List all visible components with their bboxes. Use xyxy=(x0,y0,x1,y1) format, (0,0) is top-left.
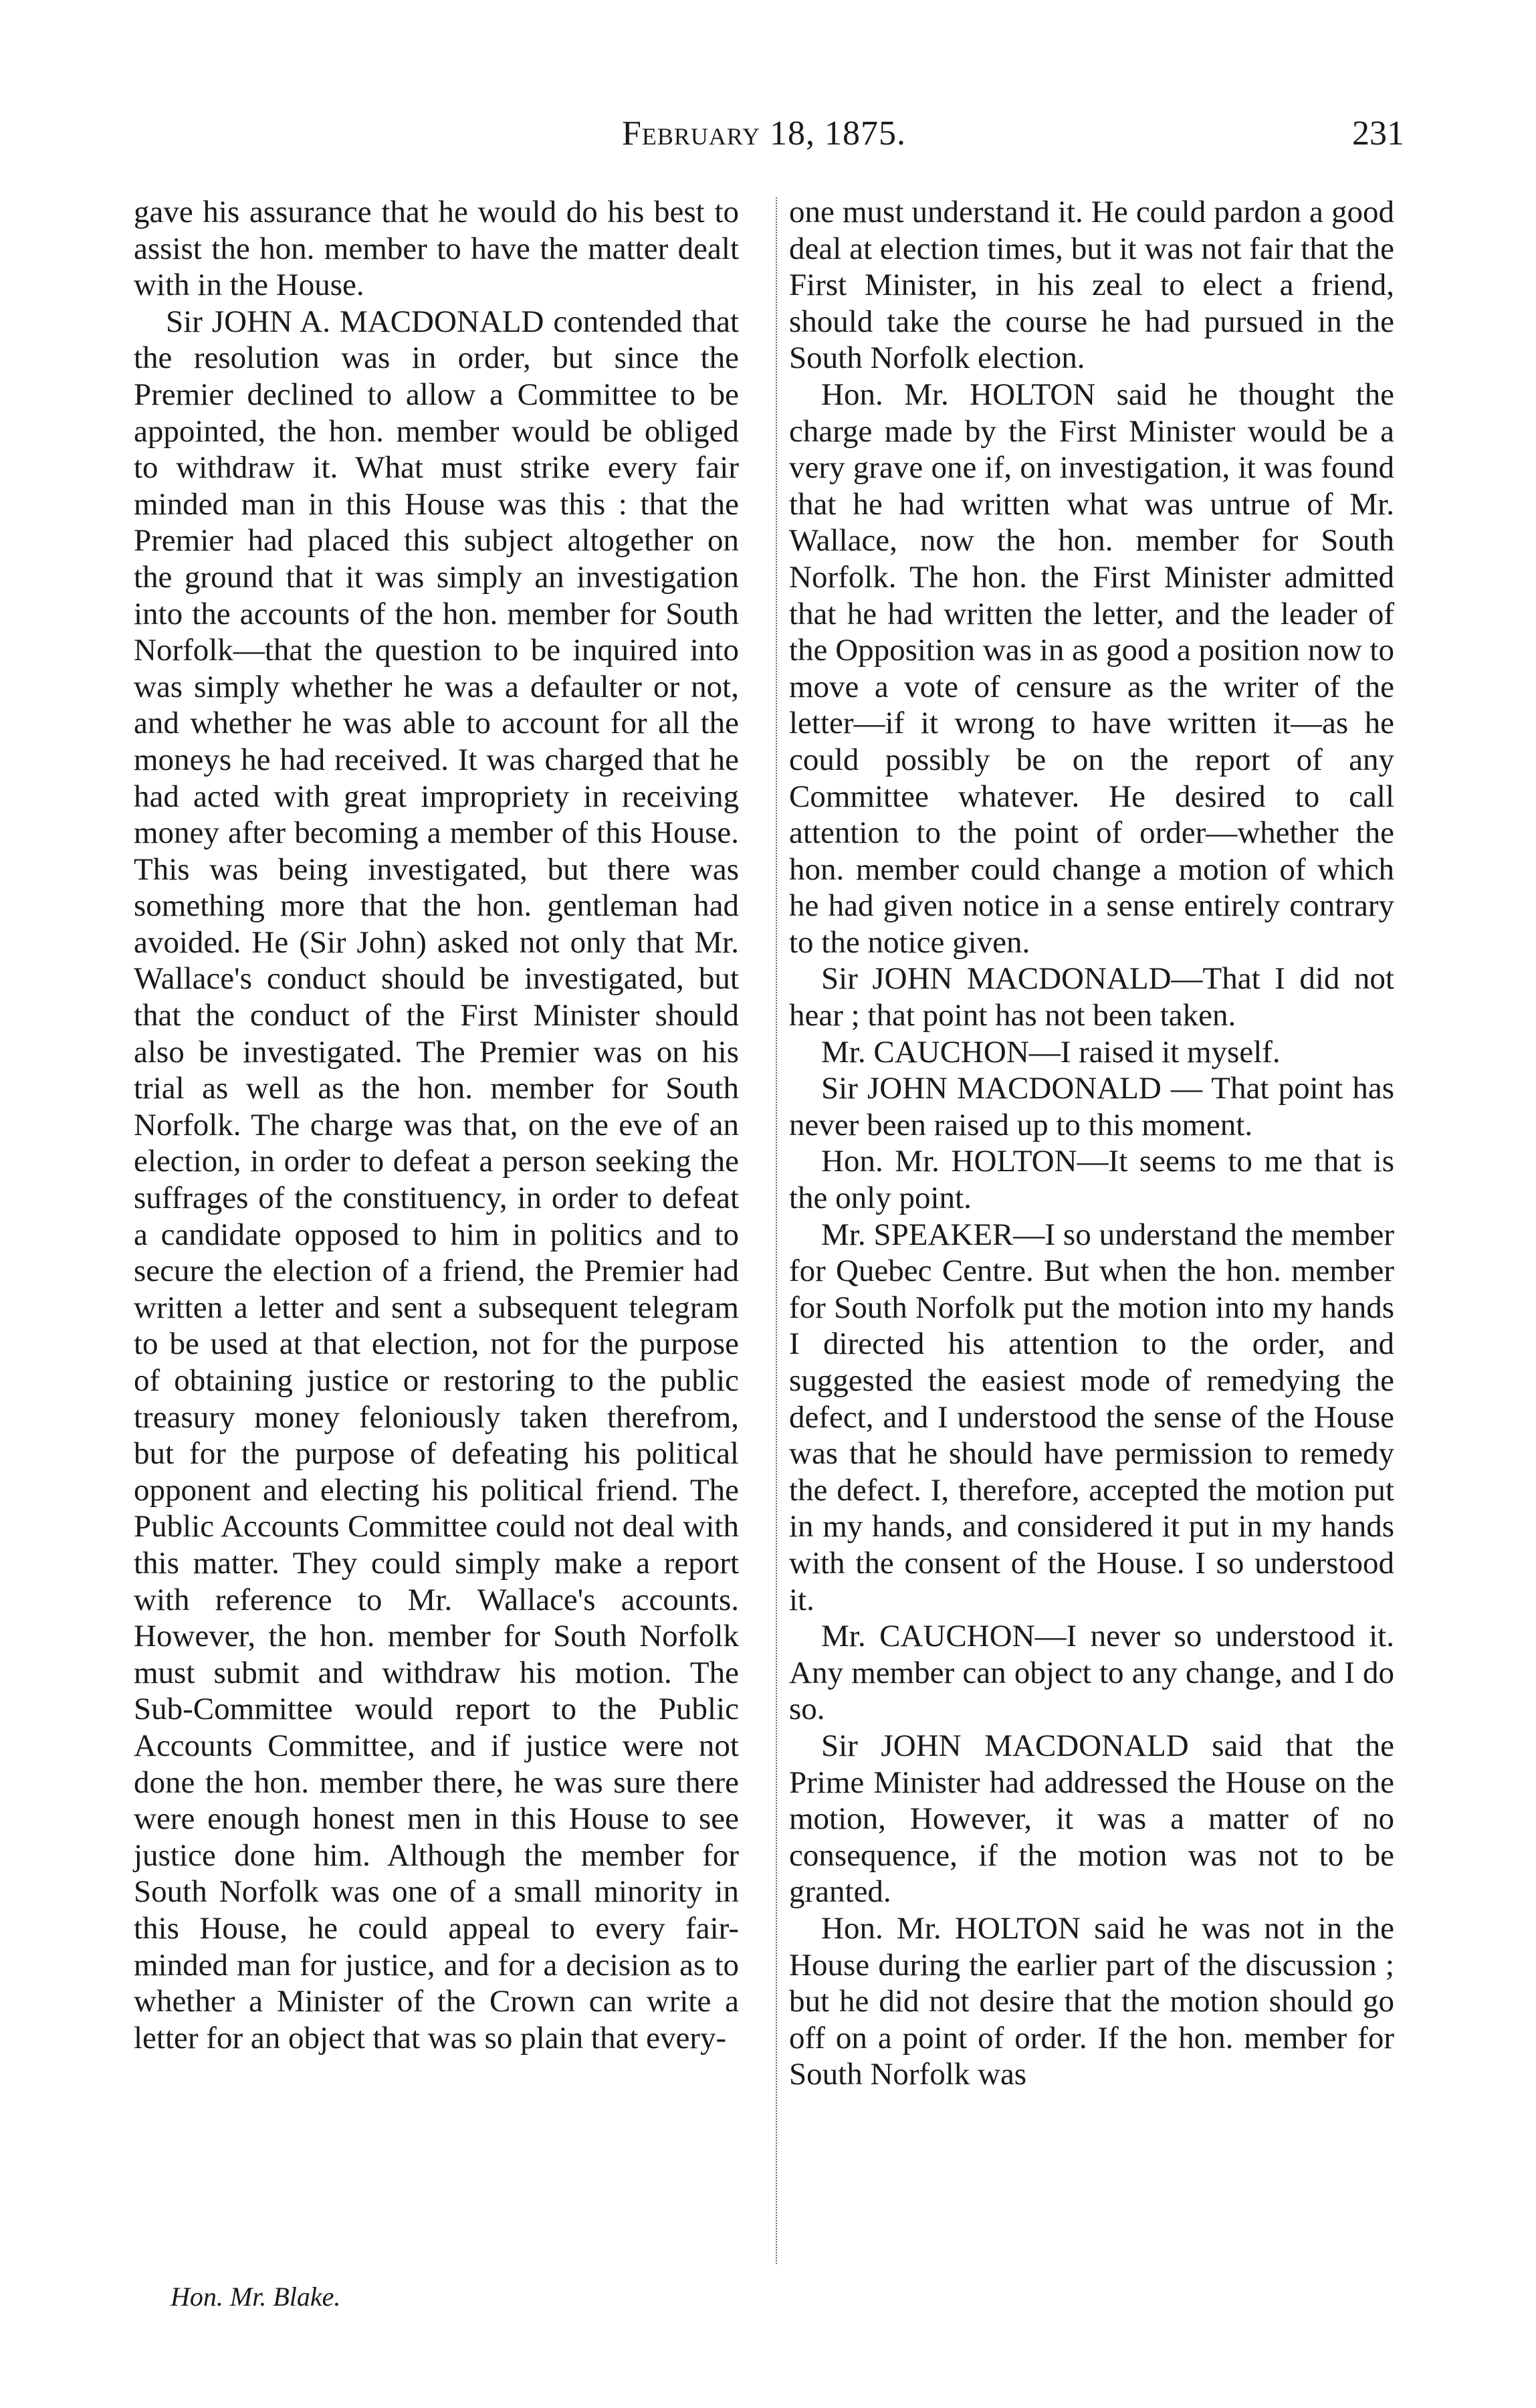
paragraph: Sir JOHN A. MACDONALD contended that the resolution was in order, but since the Premier declined to allow a Committee to be appointed, the hon. member would be obliged to withdraw it. What must strike every fair minded man in this House was this : that the Premier had placed this subject altogether on the ground that it was simply an investigation into the accounts of the hon. member for South Norfolk—that the question to be inquired into was simply whether he was a defaulter or not, and whether he was able to account for all the moneys he had received. It was charged that he had acted with great impropriety in receiving money after becoming a member of this House. This was being investigated, but there was something more that the hon. gentleman had avoided. He (Sir John) asked not only that Mr. Wallace's conduct should be investigated, but that the conduct of the First Minister should also be investigated. The Premier was on his trial as well as the hon. member for South Norfolk. The charge was that, on the eve of an election, in order to defeat a person seeking the suffrages of the constituency, in order to defeat a candidate opposed to him in politics and to secure the election of a friend, the Premier had written a letter and sent a subsequent telegram to be used at that election, not for the purpose of obtaining justice or restoring to the public treasury money feloniously taken therefrom, but for the purpose of defeating his political opponent and electing his political friend. The Public Accounts Committee could not deal with this matter. They could simply make a report with reference to Mr. Wallace's accounts. However, the hon. member for South Norfolk must submit and withdraw his motion. The Sub-Committee would report to the Public Accounts Committee, and if justice were not done the hon. member there, he was sure there were enough honest men in this House to see justice done him. Although the member for South Norfolk was one of a small minority in this House, he could appeal to every fair-minded man for justice, and for a decision as to whether a Minister of the Crown can write a letter for an object that was so plain that every- xyxy=(134,304,739,2055)
paragraph: Hon. Mr. HOLTON—It seems to me that is the only point. xyxy=(789,1144,1394,1216)
paragraph: gave his assurance that he would do his best to assist the hon. member to have the matter dealt with in the House. xyxy=(134,195,739,303)
page-header xyxy=(134,114,1404,174)
left-column xyxy=(134,194,739,2056)
page-date: February 18, 1875. xyxy=(622,114,906,153)
paragraph: Mr. CAUCHON—I never so understood it. Any member can object to any change, and I do so. xyxy=(789,1619,1394,1727)
page-number: 231 xyxy=(1352,114,1404,153)
paragraph: Sir JOHN MACDONALD — That point has never been raised up to this moment. xyxy=(789,1071,1394,1142)
paragraph: Mr. CAUCHON—I raised it myself. xyxy=(821,1034,1281,1070)
paragraph: Hon. Mr. HOLTON said he was not in the House during the earlier part of the discussion ; but he did not desire that the motion should go off on a point of order. If the hon. member for South Norfolk was xyxy=(789,1910,1394,2092)
footer-speaker-note: Hon. Mr. Blake. xyxy=(171,2282,341,2312)
column-divider xyxy=(776,197,777,2264)
right-column xyxy=(789,194,1394,2093)
paragraph: Hon. Mr. HOLTON said he thought the charge made by the First Minister would be a very grave one if, on investigation, it was found that he had written what was untrue of Mr. Wallace, now the hon. member for South Norfolk. The hon. the First Minister admitted that he had written the letter, and the leader of the Opposition was in as good a position now to move a vote of censure as the writer of the letter—if it wrong to have written it—as he could possibly be on the report of any Committee whatever. He desired to call attention to the point of order—whether the hon. member could change a motion of which he had given notice in a sense entirely contrary to the notice given. xyxy=(789,377,1394,960)
paragraph: Sir JOHN MACDONALD—That I did not hear ; that point has not been taken. xyxy=(789,961,1394,1033)
paragraph: one must understand it. He could pardon a good deal at election times, but it was not fair that the First Minister, in his zeal to elect a friend, should take the course he had pursued in the South Norfolk election. xyxy=(789,195,1394,376)
paragraph: Sir JOHN MACDONALD said that the Prime Minister had addressed the House on the motion, However, it was a matter of no consequence, if the motion was not to be granted. xyxy=(789,1728,1394,1910)
paragraph: Mr. SPEAKER—I so understand the member for Quebec Centre. But when the hon. member for South Norfolk put the motion into my hands I directed his attention to the order, and suggested the easiest mode of remedying the defect, and I understood the sense of the House was that he should have permission to remedy the defect. I, therefore, accepted the motion put in my hands, and considered it put in my hands with the consent of the House. I so understood it. xyxy=(789,1217,1394,1617)
